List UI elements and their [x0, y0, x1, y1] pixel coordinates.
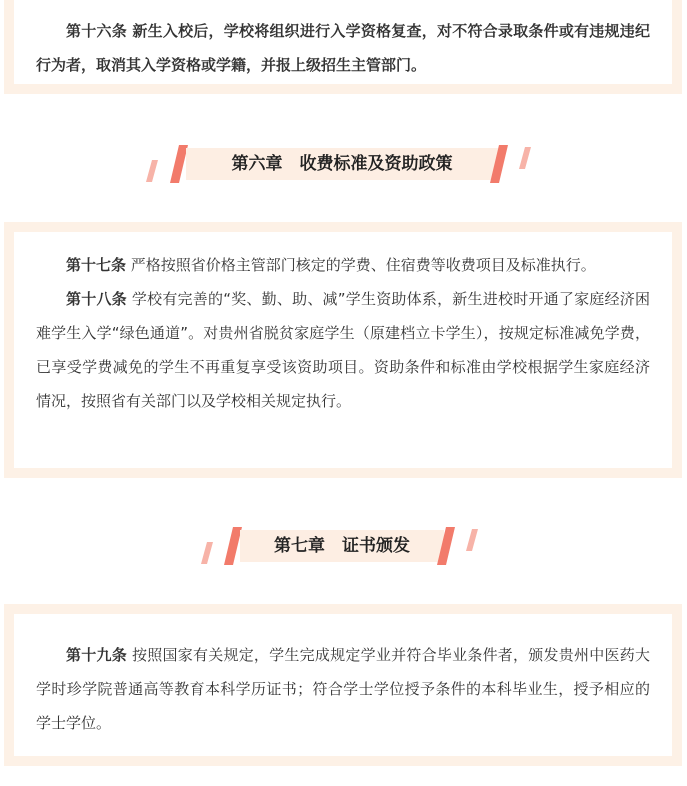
- article-16-box: [4, 0, 682, 94]
- chapter-7-heading: [0, 526, 687, 566]
- chapter-7-right-small-stripe: [466, 529, 480, 551]
- article-18-paragraph: [36, 282, 650, 418]
- chapter-6-left-small-stripe: [146, 160, 160, 182]
- article-17-paragraph: [36, 248, 650, 282]
- chapter-6-right-stripe: [490, 145, 508, 183]
- chapter-6-box: [4, 222, 682, 478]
- chapter-7-inner: [14, 614, 672, 756]
- article-16-number: 第十六条: [66, 22, 127, 40]
- article-17-text: 严格按照省价格主管部门核定的学费、住宿费等收费项目及标准执行。: [126, 256, 596, 274]
- chapter-7-title: 第七章 证书颁发: [274, 536, 410, 556]
- article-19-number: 第十九条: [66, 646, 127, 664]
- chapter-7-box: [4, 604, 682, 766]
- chapter-7-left-small-stripe: [201, 542, 215, 564]
- article-19-text: 按照国家有关规定，学生完成规定学业并符合毕业条件者，颁发贵州中医药大学时珍学院普通高等教育本科学历证书；符合学士学位授予条件的本科毕业生，授予相应的学士学位。: [36, 646, 650, 732]
- chapter-6-right-small-stripe: [519, 147, 533, 169]
- article-16-inner: [14, 0, 672, 84]
- chapter-7-right-stripe: [437, 527, 455, 565]
- chapter-6-inner: [14, 232, 672, 468]
- article-18-number: 第十八条: [66, 290, 127, 308]
- article-17-number: 第十七条: [66, 256, 127, 274]
- article-18-text: 学校有完善的“奖、勤、助、减”学生资助体系，新生进校时开通了家庭经济困难学生入学“绿色通道”。对贵州省脱贫家庭学生（原建档立卡学生），按规定标准减免学费，已享受学费减免的学生不再重复享受该资助项目。资助条件和标准由学校根据学生家庭经济情况，按照省有关部门以及学校相关规定执行。: [36, 290, 650, 410]
- chapter-6-title: 第六章 收费标准及资助政策: [231, 154, 453, 174]
- article-16-text: 新生入校后，学校将组织进行入学资格复查，对不符合录取条件或有违规违纪行为者，取消其入学资格或学籍，并报上级招生主管部门。: [36, 22, 650, 74]
- article-16-paragraph: [36, 14, 650, 82]
- article-19-paragraph: [36, 638, 650, 740]
- chapter-6-heading: [0, 144, 687, 184]
